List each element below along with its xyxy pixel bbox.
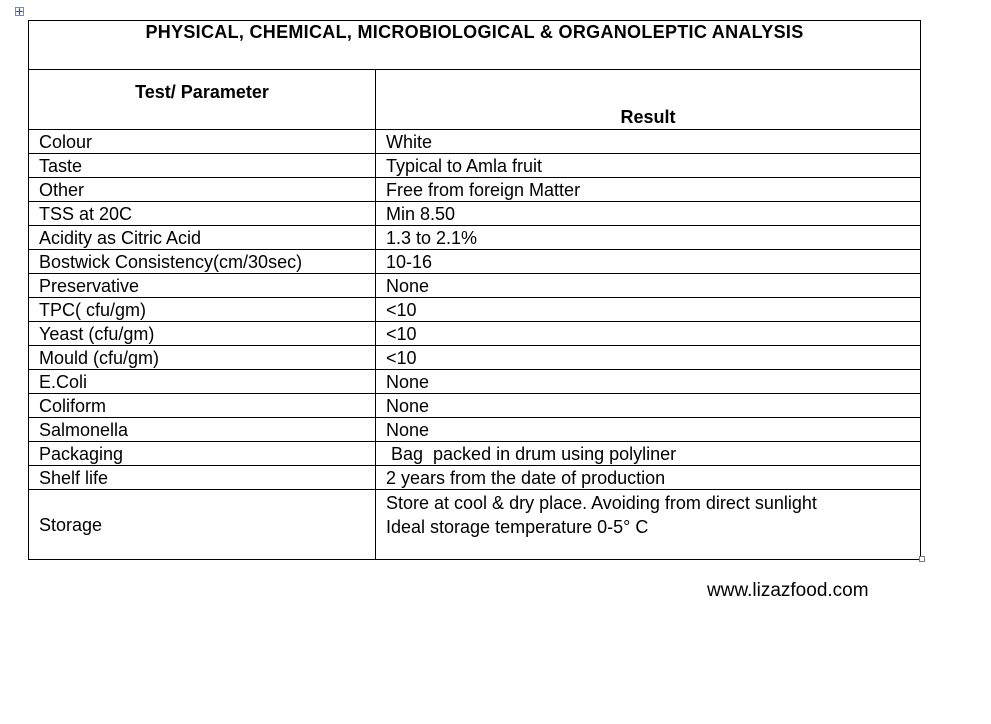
result-cell[interactable]: 10-16 [376, 250, 921, 274]
result-cell[interactable]: <10 [376, 298, 921, 322]
table-row [29, 322, 921, 346]
table-row [29, 202, 921, 226]
parameter-cell[interactable]: Coliform [29, 394, 376, 418]
parameter-cell[interactable]: Colour [29, 130, 376, 154]
parameter-cell[interactable]: Packaging [29, 442, 376, 466]
parameter-cell[interactable]: E.Coli [29, 370, 376, 394]
table-row [29, 298, 921, 322]
table-row [29, 370, 921, 394]
result-cell[interactable] [376, 490, 921, 560]
table-row [29, 346, 921, 370]
parameter-cell[interactable]: Other [29, 178, 376, 202]
result-cell[interactable]: White [376, 130, 921, 154]
parameter-cell[interactable]: Preservative [29, 274, 376, 298]
table-row [29, 154, 921, 178]
storage-line-2: Ideal storage temperature 0-5° C [386, 517, 649, 537]
table-row-storage [29, 490, 921, 560]
header-parameter[interactable]: Test/ Parameter [29, 70, 376, 130]
website-text[interactable]: www.lizazfood.com [707, 580, 869, 601]
parameter-cell[interactable]: Salmonella [29, 418, 376, 442]
result-cell[interactable]: Free from foreign Matter [376, 178, 921, 202]
result-cell[interactable]: 1.3 to 2.1% [376, 226, 921, 250]
result-cell[interactable]: Min 8.50 [376, 202, 921, 226]
parameter-cell[interactable]: Storage [29, 490, 376, 560]
parameter-cell[interactable]: Taste [29, 154, 376, 178]
table-row [29, 226, 921, 250]
table-row [29, 418, 921, 442]
parameter-cell[interactable]: TPC( cfu/gm) [29, 298, 376, 322]
parameter-cell[interactable]: Mould (cfu/gm) [29, 346, 376, 370]
table-title[interactable]: PHYSICAL, CHEMICAL, MICROBIOLOGICAL & ORGANOLEPTIC ANALYSIS [29, 21, 921, 70]
result-cell[interactable]: None [376, 418, 921, 442]
table-row [29, 178, 921, 202]
table-row [29, 130, 921, 154]
parameter-cell[interactable]: Shelf life [29, 466, 376, 490]
result-cell[interactable]: <10 [376, 322, 921, 346]
parameter-cell[interactable]: TSS at 20C [29, 202, 376, 226]
result-cell[interactable]: None [376, 274, 921, 298]
result-cell[interactable]: 2 years from the date of production [376, 466, 921, 490]
title-row [29, 21, 921, 70]
table-row [29, 442, 921, 466]
analysis-table [28, 20, 921, 560]
result-cell[interactable]: None [376, 394, 921, 418]
result-cell[interactable]: Typical to Amla fruit [376, 154, 921, 178]
parameter-cell[interactable]: Acidity as Citric Acid [29, 226, 376, 250]
parameter-cell[interactable]: Yeast (cfu/gm) [29, 322, 376, 346]
result-cell[interactable]: <10 [376, 346, 921, 370]
header-result[interactable]: Result [376, 70, 921, 130]
result-cell[interactable]: Bag packed in drum using polyliner [376, 442, 921, 466]
header-row [29, 70, 921, 130]
table-move-handle-icon[interactable] [15, 7, 24, 16]
parameter-cell[interactable]: Bostwick Consistency(cm/30sec) [29, 250, 376, 274]
table-row [29, 466, 921, 490]
table-resize-handle-icon[interactable] [919, 556, 925, 562]
result-cell[interactable]: None [376, 370, 921, 394]
table-row [29, 250, 921, 274]
storage-line-1: Store at cool & dry place. Avoiding from direct sunlight [386, 493, 817, 513]
table-row [29, 274, 921, 298]
table-row [29, 394, 921, 418]
